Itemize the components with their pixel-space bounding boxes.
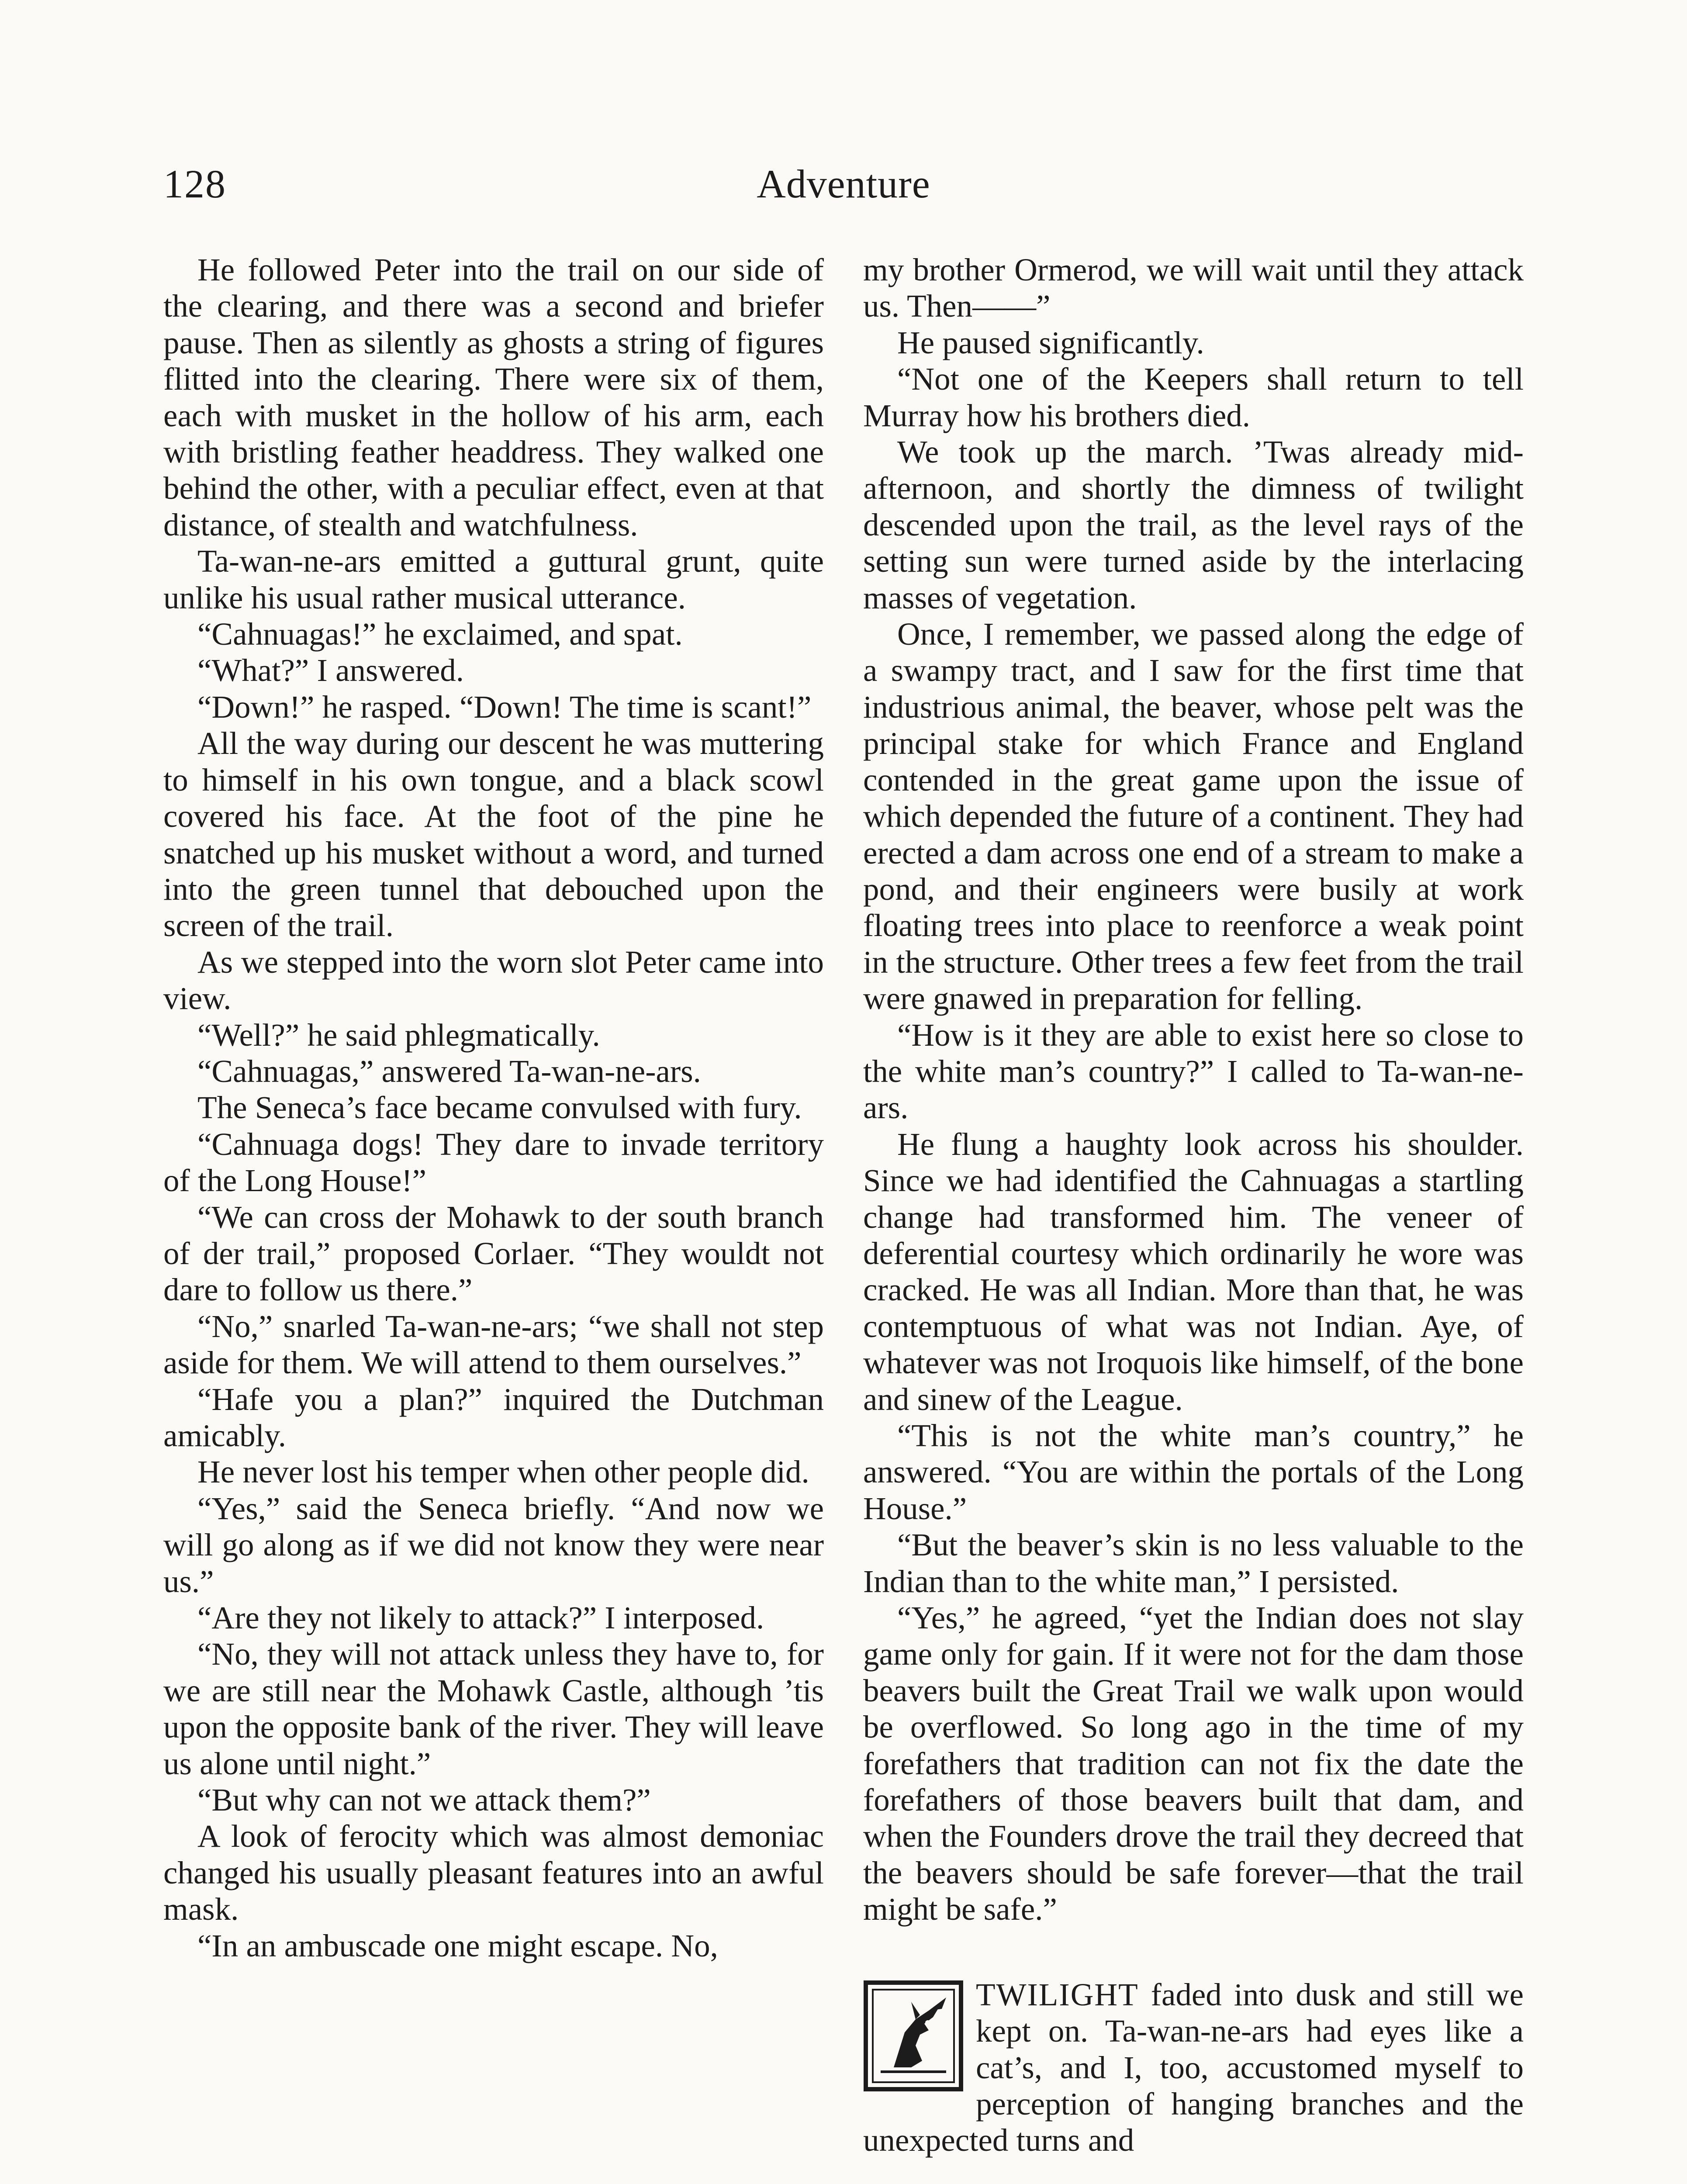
paragraph: “This is not the white man’s country,” he answered. “You are within the portals of the Long House.”	[863, 1418, 1524, 1526]
right-column-paragraphs	[863, 252, 1524, 1928]
paragraph: “Not one of the Keepers shall return to tell Murray how his brothers died.	[863, 361, 1524, 433]
page-number: 128	[163, 162, 226, 206]
section-lead-word: TWILIGHT	[976, 1977, 1139, 2012]
paragraph: “Yes,” he agreed, “yet the Indian does not slay game only for gain. If it were not for the dam those beavers built the Great Trail we walk upon would be overflowed. So long ago in the time of my forefathers that tradition can not fix the date the forefathers of those beavers built that dam, and when the Founders drove the trail they decreed that the beavers should be safe forever—that the trail might be safe.”	[863, 1600, 1524, 1927]
left-column	[163, 252, 824, 1964]
section-opening-paragraph	[863, 1977, 1524, 2159]
paragraph: “Cahnuagas,” answered Ta-wan-ne-ars.	[197, 1053, 701, 1089]
paragraph: “Well?” he said phlegmatically.	[197, 1017, 600, 1053]
page-header	[0, 149, 1687, 218]
section-break	[863, 1928, 1524, 1977]
paragraph: “We can cross der Mohawk to der south branch of der trail,” proposed Corlaer. “They wouldt not dare to follow us there.”	[163, 1199, 824, 1308]
paragraph: “Cahnuagas!” he exclaimed, and spat.	[197, 616, 683, 652]
paragraph: “But why can not we attack them?”	[197, 1782, 651, 1818]
section-opening-text: faded into dusk and still we kept on. Ta-wan-ne-ars had eyes like a cat’s, and I, too, accustomed myself to perception of hanging branches and the unexpected turns and	[863, 1977, 1524, 2158]
paragraph: “No,” snarled Ta-wan-ne-ars; “we shall not step aside for them. We will attend to them ourselves.”	[163, 1308, 824, 1381]
paragraph: “No, they will not attack unless they have to, for we are still near the Mohawk Castle, although ’tis upon the opposite bank of the river. They will leave us alone until night.”	[163, 1636, 824, 1781]
paragraph: “Hafe you a plan?” inquired the Dutchman amicably.	[163, 1381, 824, 1453]
paragraph: “Cahnuaga dogs! They dare to invade territory of the Long House!”	[163, 1126, 824, 1199]
paragraph: He paused significantly.	[897, 325, 1204, 360]
paragraph: We took up the march. ’Twas already mid-afternoon, and shortly the dimness of twilight descended upon the trail, as the level rays of the setting sun were turned aside by the interlacing masses of vegetation.	[863, 434, 1524, 615]
feathered-figure-icon	[863, 1980, 964, 2092]
paragraph: my brother Ormerod, we will wait until they attack us. Then——”	[863, 252, 1524, 324]
paragraph: “Are they not likely to attack?” I interposed.	[197, 1600, 764, 1636]
paragraph: “What?” I answered.	[197, 653, 464, 688]
paragraph: “Down!” he rasped. “Down! The time is scant!”	[197, 689, 812, 725]
paragraph: “How is it they are able to exist here so close to the white man’s country?” I called to Ta-wan-ne-ars.	[863, 1017, 1524, 1126]
right-column	[863, 252, 1524, 2159]
paragraph: Once, I remember, we passed along the edge of a swampy tract, and I saw for the first time that industrious animal, the beaver, whose pelt was the principal stake for which France and England contended in the great game upon the issue of which depended the future of a continent. They had erected a dam across one end of a stream to make a pond, and their engineers were busily at work floating trees into place to reenforce a weak point in the structure. Other trees a few feet from the trail were gnawed in preparation for felling.	[863, 616, 1524, 1016]
paragraph: “In an ambuscade one might escape. No,	[197, 1928, 718, 1963]
paragraph: A look of ferocity which was almost demoniac changed his usually pleasant features into an awful mask.	[163, 1818, 824, 1927]
paragraph: He followed Peter into the trail on our side of the clearing, and there was a second and briefer pause. Then as silently as ghosts a string of figures flitted into the clearing. There were six of them, each with musket in the hollow of his arm, each with bristling feather headdress. They walked one behind the other, with a peculiar effect, even at that distance, of stealth and watchfulness.	[163, 252, 824, 543]
running-title: Adventure	[757, 162, 930, 206]
paragraph: The Seneca’s face became convulsed with fury.	[197, 1090, 802, 1126]
paragraph: He flung a haughty look across his shoulder. Since we had identified the Cahnuagas a startling change had transformed him. The veneer of deferential courtesy which ordinarily he wore was cracked. He was all Indian. More than that, he was contemptuous of what was not Indian. Aye, of whatever was not Iroquois like himself, of the bone and sinew of the League.	[863, 1126, 1524, 1417]
paragraph: Ta-wan-ne-ars emitted a guttural grunt, quite unlike his usual rather musical utterance.	[163, 543, 824, 615]
paragraph: All the way during our descent he was muttering to himself in his own tongue, and a black scowl covered his face. At the foot of the pine he snatched up his musket without a word, and turned into the green tunnel that debouched upon the screen of the trail.	[163, 726, 824, 943]
paragraph: “But the beaver’s skin is no less valuable to the Indian than to the white man,” I persisted.	[863, 1527, 1524, 1599]
paragraph: “Yes,” said the Seneca briefly. “And now we will go along as if we did not know they were near us.”	[163, 1490, 824, 1599]
paragraph: As we stepped into the worn slot Peter came into view.	[163, 944, 824, 1016]
paragraph: He never lost his temper when other people did.	[197, 1454, 809, 1490]
